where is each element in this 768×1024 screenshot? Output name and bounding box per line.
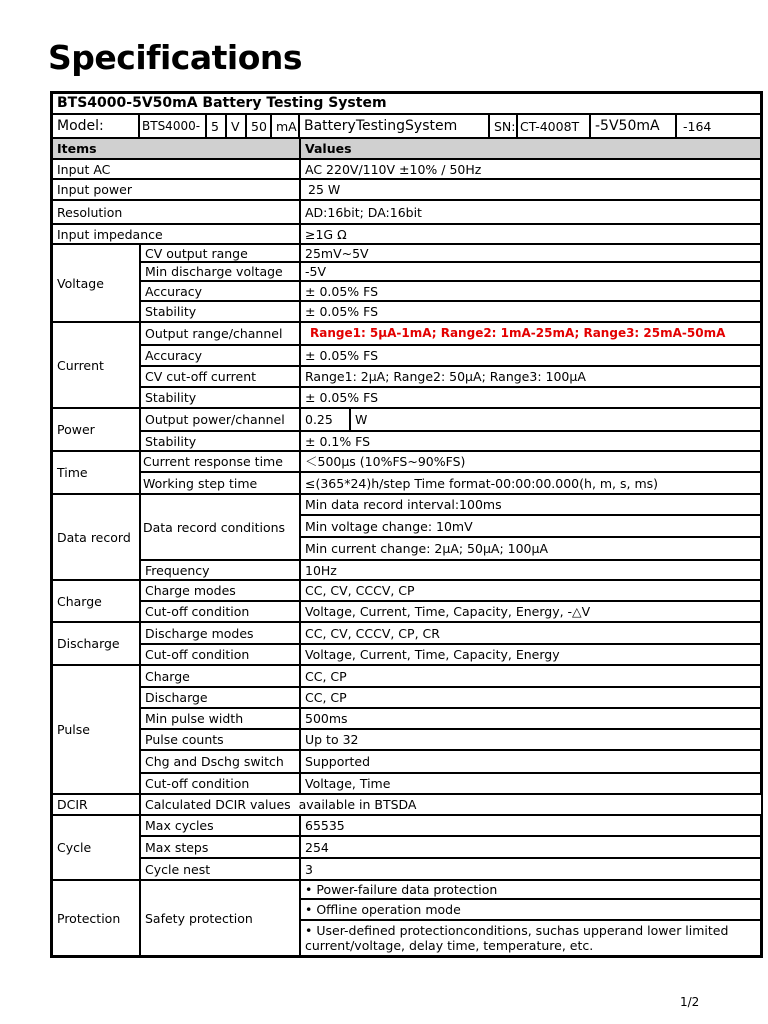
resolution-value: AD:16bit; DA:16bit (300, 200, 761, 224)
dcir-label (140, 794, 761, 815)
current-row-value: Range1: 2μA; Range2: 50μA; Range3: 100μA (300, 366, 761, 387)
pulse-group: Pulse (52, 665, 140, 794)
data-record-group: Data record (52, 494, 140, 580)
time-row-value: ＜500μs (10%FS~90%FS) (300, 451, 761, 472)
model-part-4: 50 (246, 114, 271, 138)
input-power-label: Input power (52, 179, 300, 200)
voltage-row-label: Min discharge voltage (140, 262, 300, 281)
pulse-row-value: Voltage, Time (300, 773, 761, 794)
input-ac-label: Input AC (52, 159, 300, 179)
current-row-label: Stability (140, 387, 300, 408)
current-range-value: Range1: 5μA-1mA; Range2: 1mA-25mA; Range3: 25mA-50mA (300, 322, 761, 345)
dcir-value: available in BTSDA (298, 797, 417, 812)
frequency-label: Frequency (140, 560, 300, 580)
input-ac-value: AC 220V/110V ±10% / 50Hz (300, 159, 761, 179)
cycle-row-label: Max cycles (140, 815, 300, 836)
protection-item: • Power-failure data protection (300, 880, 761, 899)
charge-row-label: Cut-off condition (140, 601, 300, 622)
model-part-1: BTS4000- (139, 114, 206, 138)
data-record-condition: Min voltage change: 10mV (300, 515, 761, 537)
cycle-row-label: Max steps (140, 836, 300, 858)
voltage-row-value: 25mV~5V (300, 244, 761, 262)
protection-group: Protection (52, 880, 140, 956)
page-title: Specifications (48, 38, 303, 77)
sn-label: SN: (489, 114, 517, 138)
power-output-label: Output power/channel (140, 408, 300, 431)
voltage-group: Voltage (52, 244, 140, 322)
discharge-row-value: CC, CV, CCCV, CP, CR (300, 622, 761, 644)
cycle-row-value: 65535 (300, 815, 761, 836)
frequency-value: 10Hz (300, 560, 761, 580)
model-label: Model: (52, 114, 139, 138)
data-record-condition: Min data record interval:100ms (300, 494, 761, 515)
current-row-value: ± 0.05% FS (300, 345, 761, 366)
power-stability-label: Stability (140, 431, 300, 451)
current-row-value: ± 0.05% FS (300, 387, 761, 408)
data-record-conditions-label: Data record conditions (140, 494, 300, 560)
dcir-group: DCIR (52, 794, 140, 815)
cycle-row-label: Cycle nest (140, 858, 300, 880)
pulse-row-label: Chg and Dschg switch (140, 750, 300, 773)
current-row-label: Output range/channel (140, 322, 300, 345)
dcir-label-text: Calculated DCIR values (145, 797, 291, 812)
safety-protection-label: Safety protection (140, 880, 300, 956)
pulse-row-label: Cut-off condition (140, 773, 300, 794)
voltage-row-value: -5V (300, 262, 761, 281)
model-range: -5V50mA (590, 114, 676, 138)
model-part-6: BatteryTestingSystem (299, 114, 489, 138)
values-header: Values (300, 138, 761, 159)
resolution-label: Resolution (52, 200, 300, 224)
model-part-2: 5 (206, 114, 226, 138)
pulse-row-label: Discharge (140, 687, 300, 708)
model-part-3: V (226, 114, 246, 138)
current-group: Current (52, 322, 140, 408)
charge-row-value: CC, CV, CCCV, CP (300, 580, 761, 601)
model-part-5: mA (271, 114, 299, 138)
pulse-row-value: Up to 32 (300, 729, 761, 750)
voltage-row-value: ± 0.05% FS (300, 301, 761, 322)
voltage-row-label: CV output range (140, 244, 300, 262)
discharge-row-label: Discharge modes (140, 622, 300, 644)
pulse-row-value: 500ms (300, 708, 761, 729)
charge-group: Charge (52, 580, 140, 622)
pulse-row-value: CC, CP (300, 687, 761, 708)
pulse-row-label: Min pulse width (140, 708, 300, 729)
pulse-row-value: CC, CP (300, 665, 761, 687)
time-row-label: Current response time (140, 451, 300, 472)
impedance-value: ≥1G Ω (300, 224, 761, 244)
power-group: Power (52, 408, 140, 451)
protection-item: • Offline operation mode (300, 899, 761, 920)
pulse-row-label: Charge (140, 665, 300, 687)
system-title: BTS4000-5V50mA Battery Testing System (52, 93, 761, 114)
charge-row-value: Voltage, Current, Time, Capacity, Energy, -△V (300, 601, 761, 622)
voltage-row-label: Accuracy (140, 281, 300, 301)
time-row-value: ≤(365*24)h/step Time format-00:00:00.000(h, m, s, ms) (300, 472, 761, 494)
time-row-label: Working step time (140, 472, 300, 494)
sn-value: CT-4008T (517, 114, 590, 138)
items-header: Items (52, 138, 300, 159)
discharge-row-value: Voltage, Current, Time, Capacity, Energy (300, 644, 761, 665)
power-output-unit: W (350, 408, 761, 431)
charge-row-label: Charge modes (140, 580, 300, 601)
input-power-value: 25 W (300, 179, 761, 200)
voltage-row-value: ± 0.05% FS (300, 281, 761, 301)
model-suffix: -164 (676, 114, 761, 138)
cycle-row-value: 3 (300, 858, 761, 880)
voltage-row-label: Stability (140, 301, 300, 322)
power-stability-value: ± 0.1% FS (300, 431, 761, 451)
cycle-group: Cycle (52, 815, 140, 880)
current-row-label: CV cut-off current (140, 366, 300, 387)
time-group: Time (52, 451, 140, 494)
data-record-condition: Min current change: 2μA; 50μA; 100μA (300, 537, 761, 560)
power-output-value: 0.25 (300, 408, 350, 431)
cycle-row-value: 254 (300, 836, 761, 858)
discharge-group: Discharge (52, 622, 140, 665)
page-number: 1/2 (680, 995, 700, 1009)
protection-item: • User-defined protectionconditions, suchas upperand lower limited current/voltage, delay time, temperature, etc. (300, 920, 761, 956)
current-row-label: Accuracy (140, 345, 300, 366)
pulse-row-label: Pulse counts (140, 729, 300, 750)
pulse-row-value: Supported (300, 750, 761, 773)
impedance-label: Input impedance (52, 224, 300, 244)
discharge-row-label: Cut-off condition (140, 644, 300, 665)
spec-table (50, 91, 763, 958)
